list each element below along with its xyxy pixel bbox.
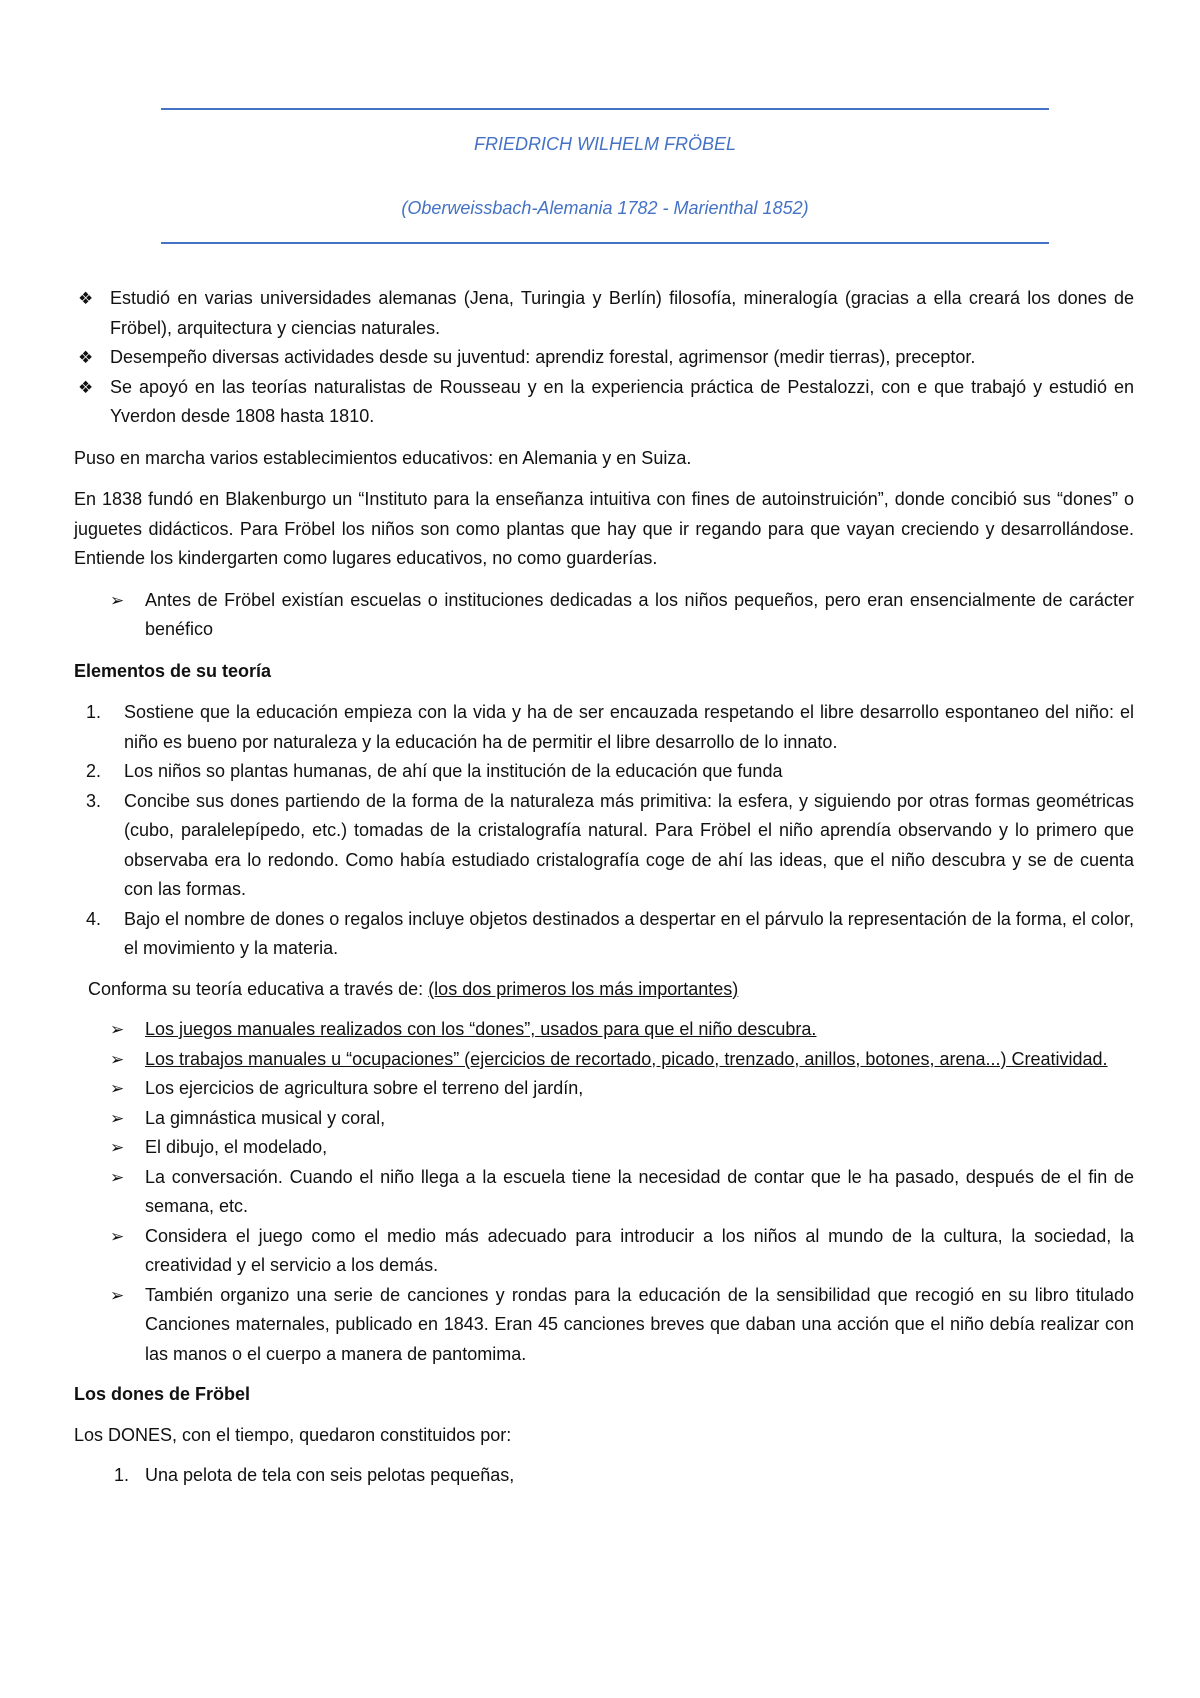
list-item: 1. Sostiene que la educación empieza con la vida y ha de ser encauzada respetando el libre desarrollo espontaneo del niño: el niño es bueno por naturaleza y la educación ha de permitir el libre desarrollo de lo innato. <box>86 702 1134 752</box>
diamond-bullet-icon: ❖ <box>78 289 94 308</box>
intro-bullet-list <box>74 284 1134 432</box>
arrow-bullet-icon: ➢ <box>110 1167 125 1187</box>
list-item: 4. Bajo el nombre de dones o regalos incluye objetos destinados a despertar en el párvulo la representación de la forma, el color, el movimiento y la materia. <box>86 908 1134 958</box>
list-item: ➢ La conversación. Cuando el niño llega a la escuela tiene la necesidad de contar que le ha pasado, después de el fin de semana, etc. <box>74 1163 1134 1222</box>
arrow-bullet-icon: ➢ <box>110 1020 125 1039</box>
list-item: ➢ Los juegos manuales realizados con los “dones”, usados para que el niño descubra. <box>74 1015 1134 1045</box>
paragraph-dones-intro: Los DONES, con el tiempo, quedaron constituidos por: <box>74 1424 512 1445</box>
arrow-bullet-icon: ➢ <box>110 1138 125 1157</box>
section-heading-dones: Los dones de Fröbel <box>74 1384 251 1404</box>
paragraph-conforma: Conforma su teoría educativa a través de: (los dos primeros los más importantes) <box>88 978 739 999</box>
list-item: ➢ Los trabajos manuales u “ocupaciones” (ejercicios de recortado, picado, trenzado, anillos, botones, arena...) Creatividad. <box>74 1045 1134 1075</box>
arrow-bullet-icon: ➢ <box>110 1108 125 1128</box>
dones-list <box>74 1461 1134 1491</box>
arrow-bullet-icon: ➢ <box>110 590 125 610</box>
document-subtitle: (Oberweissbach-Alemania 1782 - Marienthal 1852) <box>401 198 809 218</box>
arrow-bullet-icon: ➢ <box>110 1226 125 1246</box>
arrow-bullet-icon: ➢ <box>110 1079 125 1098</box>
list-item: ➢ Los ejercicios de agricultura sobre el terreno del jardín, <box>74 1074 1134 1104</box>
list-item: ➢ Considera el juego como el medio más adecuado para introducir a los niños al mundo de la cultura, la sociedad, la creatividad y el servicio a los demás. <box>74 1222 1134 1281</box>
list-item: ➢ Antes de Fröbel existían escuelas o instituciones dedicadas a los niños pequeños, pero eran ensencialmente de carácter benéfico <box>74 586 1134 645</box>
document-body <box>74 284 1134 1491</box>
diamond-bullet-icon: ❖ <box>78 377 94 397</box>
list-item: ➢ También organizo una serie de canciones y rondas para la educación de la sensibilidad que recogió en su libro titulado Canciones maternales, publicado en 1843. Eran 45 canciones breves que daban una acción que el niño debía realizar con las manos o el cuerpo a manera de pantomima. <box>74 1281 1134 1370</box>
document-title: FRIEDRICH WILHELM FRÖBEL <box>473 134 737 154</box>
list-item: 3. Concibe sus dones partiendo de la forma de la naturaleza más primitiva: la esfera, y siguiendo por otras formas geométricas (cubo, paralelepípedo, etc.) tomadas de la cristalografía natural. Para Fröbel el niño aprendía observando y lo primero que observaba era lo redondo. Como había estudiado cristalografía coge de ahí las ideas, que el niño descubra y se de cuenta con las formas. <box>86 790 1134 899</box>
bottom-rule <box>161 242 1049 244</box>
arrow-bullet-icon: ➢ <box>110 1049 125 1069</box>
conforma-list <box>74 1015 1134 1369</box>
theory-list <box>74 698 1134 964</box>
list-item: ❖ Desempeño diversas actividades desde su juventud: aprendiz forestal, agrimensor (medir tierras), preceptor. <box>74 343 1134 373</box>
list-item: 1. Una pelota de tela con seis pelotas pequeñas, <box>114 1465 515 1485</box>
arrow-note-list <box>74 586 1134 645</box>
list-item: ➢ El dibujo, el modelado, <box>74 1133 1134 1163</box>
list-item: ❖ Estudió en varias universidades alemanas (Jena, Turingia y Berlín) filosofía, mineralogía (gracias a ella creará los dones de Fröbel), arquitectura y ciencias naturales. <box>74 284 1134 343</box>
list-item: 2. Los niños so plantas humanas, de ahí que la institución de la educación que funda <box>86 761 783 781</box>
list-item: ❖ Se apoyó en las teorías naturalistas de Rousseau y en la experiencia práctica de Pestalozzi, con e que trabajó y estudió en Yverdon desde 1808 hasta 1810. <box>74 373 1134 432</box>
arrow-bullet-icon: ➢ <box>110 1285 125 1305</box>
list-item: ➢ La gimnástica musical y coral, <box>74 1104 1134 1134</box>
paragraph-institute: En 1838 fundó en Blakenburgo un “Instituto para la enseñanza intuitiva con fines de autoinstruición”, donde concibió sus “dones” o juguetes didácticos. Para Fröbel los niños son como plantas que hay que ir regando para que vayan creciendo y desarrollándose. Entiende los kindergarten como lugares educativos, no como guarderías. <box>74 489 1134 568</box>
diamond-bullet-icon: ❖ <box>78 348 94 367</box>
paragraph-establishments: Puso en marcha varios establecimientos educativos: en Alemania y en Suiza. <box>74 447 692 468</box>
top-rule <box>161 108 1049 110</box>
section-heading-theory: Elementos de su teoría <box>74 660 272 681</box>
